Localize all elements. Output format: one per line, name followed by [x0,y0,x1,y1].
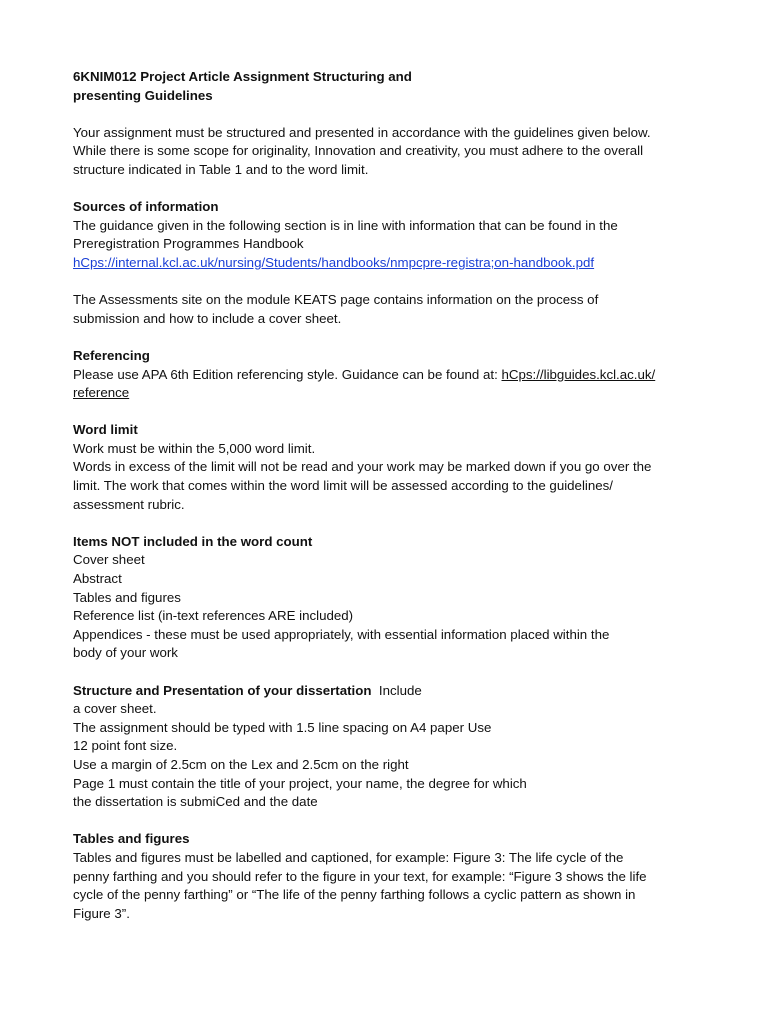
list-item: Cover sheet [73,552,145,568]
tables-line: Tables and figures must be labelled and captioned, for example: Figure 3: The life cycle of the [73,849,624,865]
document-page [73,68,713,923]
structure-line: a cover sheet. [73,701,157,717]
keats-line: submission and how to include a cover sheet. [73,310,342,326]
libguides-link-continued[interactable]: reference [73,385,130,401]
referencing-heading: Referencing [73,347,150,363]
structure-heading: Structure and Presentation of your dissertation [73,682,372,698]
intro-line: While there is some scope for originality, Innovation and creativity, you must adhere to the overall [73,143,644,159]
sources-line: Preregistration Programmes Handbook [73,236,304,252]
structure-line: Page 1 must contain the title of your project, your name, the degree for which [73,775,527,791]
word-limit-line: Words in excess of the limit will not be read and your work may be marked down if you go over the [73,459,652,475]
tables-line: Figure 3”. [73,905,130,921]
word-limit-line: Work must be within the 5,000 word limit. [73,440,316,456]
intro-line: structure indicated in Table 1 and to the word limit. [73,161,369,177]
document-title-line-1: 6KNIM012 Project Article Assignment Structuring and [73,69,412,84]
tables-line: penny farthing and you should refer to the figure in your text, for example: “Figure 3 shows the life [73,868,647,884]
spacer [73,812,713,831]
document-title-line-2: presenting Guidelines [73,87,213,103]
spacer [73,273,713,292]
tables-line: cycle of the penny farthing” or “The life of the penny farthing follows a cyclic pattern as shown in [73,887,636,903]
libguides-link[interactable]: hCps://libguides.kcl.ac.uk/ [501,366,656,382]
list-item: Reference list (in-text references ARE included) [73,608,354,624]
referencing-text: Please use APA 6th Edition referencing style. Guidance can be found at: [73,366,502,382]
word-limit-line: assessment rubric. [73,496,185,512]
list-item: Abstract [73,571,122,587]
spacer [73,180,713,199]
structure-heading-tail: Include [371,682,422,698]
structure-line: Use a margin of 2.5cm on the Lex and 2.5cm on the right [73,756,409,772]
structure-line: 12 point font size. [73,738,178,754]
tables-heading: Tables and figures [73,831,190,847]
not-included-heading: Items NOT included in the word count [73,533,313,549]
intro-line: Your assignment must be structured and presented in accordance with the guidelines given below. [73,124,651,140]
spacer [73,105,713,124]
list-item: body of your work [73,645,178,661]
handbook-link[interactable]: hCps://internal.kcl.ac.uk/nursing/Students/handbooks/nmpcpre-registra;on-handbook.pdf [73,254,595,270]
word-limit-heading: Word limit [73,422,138,438]
structure-line: The assignment should be typed with 1.5 line spacing on A4 paper Use [73,719,492,735]
spacer [73,514,713,533]
sources-line: The guidance given in the following section is in line with information that can be found in the [73,217,618,233]
sources-heading: Sources of information [73,199,219,215]
spacer [73,328,713,347]
structure-line: the dissertation is submiCed and the date [73,794,318,810]
list-item: Tables and figures [73,589,181,605]
spacer [73,663,713,682]
spacer [73,403,713,422]
word-limit-line: limit. The work that comes within the word limit will be assessed according to the guidelines/ [73,478,613,494]
keats-line: The Assessments site on the module KEATS page contains information on the process of [73,292,599,308]
list-item: Appendices - these must be used appropriately, with essential information placed within the [73,626,610,642]
